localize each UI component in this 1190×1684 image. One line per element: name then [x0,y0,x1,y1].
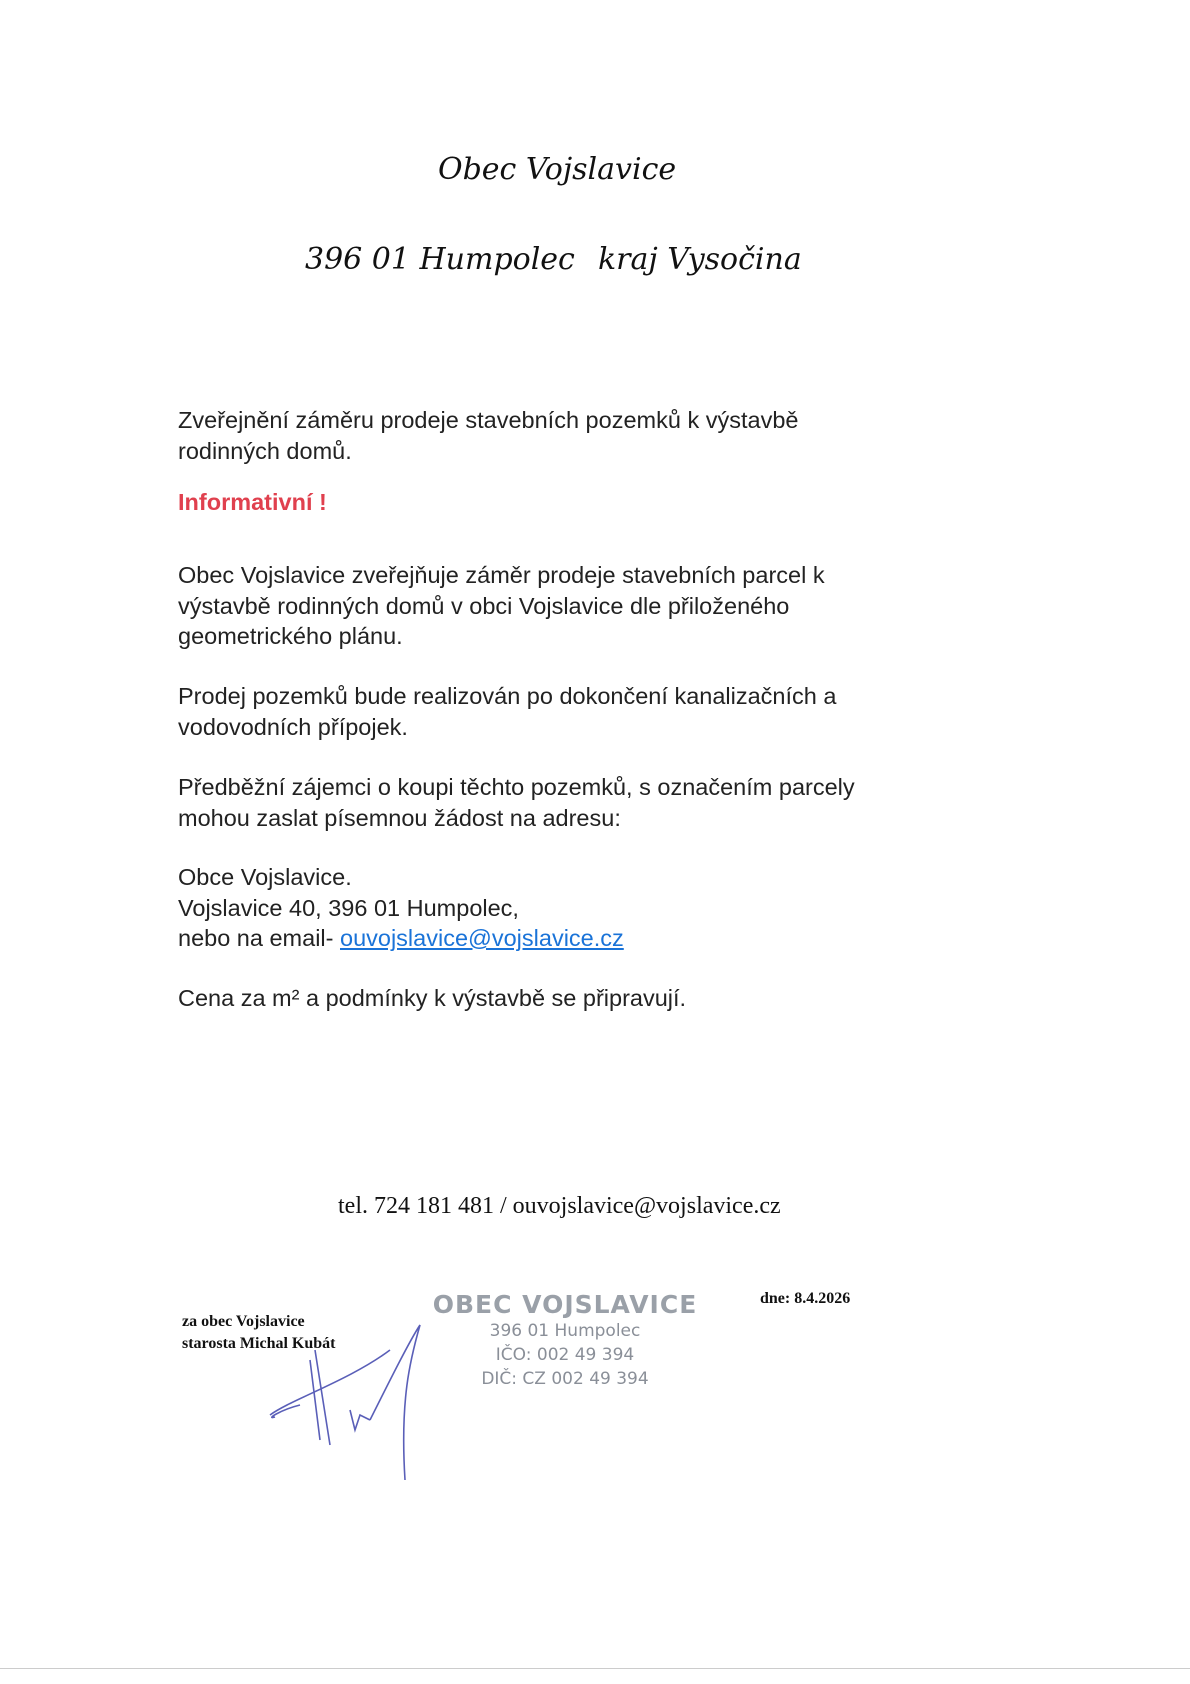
paragraph-3 [178,772,855,833]
signature-icon [260,1320,440,1490]
notice-label: Informativní ! [178,489,327,515]
official-stamp [430,1290,700,1391]
scan-edge-line [0,1668,1190,1669]
stamp-line: 396 01 Humpolec [489,1321,641,1341]
email-link[interactable]: ouvojslavice@vojslavice.cz [340,925,624,951]
paragraph-line: výstavbě rodinných domů v obci Vojslavice dle přiloženého [178,592,790,619]
stamp-line: DIČ: CZ 002 49 394 [481,1369,649,1389]
stamp-title: OBEC VOJSLAVICE [432,1290,698,1319]
paragraph-line: geometrického plánu. [178,623,403,649]
subject-line: rodinných domů. [178,437,352,464]
paragraph-line: Předběžní zájemci o koupi těchto pozemků, s označením parcely [178,774,855,800]
footer-contact: tel. 724 181 481 / ouvojslavice@vojslavice.cz [338,1193,781,1219]
address-block [178,862,624,954]
header-address-right: kraj Vysočina [598,242,802,277]
signatory-name: starosta Michal Kubát [182,1335,336,1352]
address-line: Vojslavice 40, 396 01 Humpolec, [178,894,519,921]
header-title: Obec Vojslavice [438,152,677,187]
header-address-left: 396 01 Humpolec [305,242,575,277]
subject [178,405,798,466]
date: dne: 8.4.2026 [760,1290,851,1307]
email-prefix: nebo na email- [178,925,340,951]
paragraph-2 [178,681,836,742]
paragraph-line: Prodej pozemků bude realizován po dokončení kanalizačních a [178,683,837,709]
paragraph-line: Obec Vojslavice zveřejňuje záměr prodeje stavebních parcel k [178,562,825,588]
signatory-line: za obec Vojslavice [182,1313,305,1330]
paragraph-line: mohou zaslat písemnou žádost na adresu: [178,804,621,831]
subject-line: Zveřejnění záměru prodeje stavebních pozemků k výstavbě [178,407,799,433]
paragraph-line: vodovodních přípojek. [178,713,408,740]
email-line [178,923,624,954]
address-line: Obce Vojslavice. [178,864,352,890]
paragraph-1 [178,560,825,652]
stamp-line: IČO: 002 49 394 [495,1345,635,1365]
price-note: Cena za m² a podmínky k výstavbě se připravují. [178,985,687,1011]
